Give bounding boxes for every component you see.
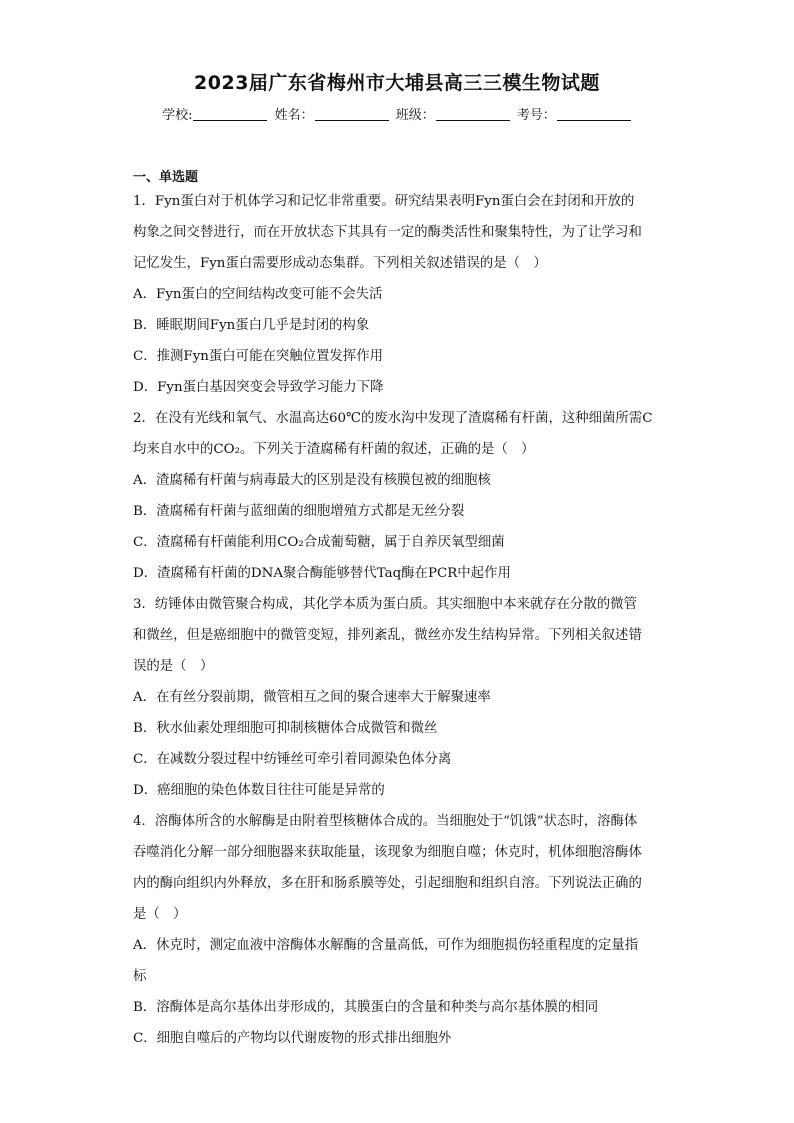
text-line: D．Fyn蛋白基因突变会导致学习能力下降 [133, 380, 384, 395]
text-line: 2．在没有光线和氧气、水温高达60℃的废水沟中发现了渣腐稀有杆菌，这种细菌所需C [133, 411, 653, 426]
text-line: B．溶酶体是高尔基体出芽形成的，其膜蛋白的含量和种类与高尔基体膜的相同 [133, 1000, 599, 1015]
text-line: 和微丝，但是癌细胞中的微管变短，排列紊乱，微丝亦发生结构异常。下列相关叙述错 [133, 628, 642, 643]
question-body [133, 186, 663, 1054]
text-line: A．Fyn蛋白的空间结构改变可能不会失活 [133, 287, 383, 302]
text-line: 3．纺锤体由微管聚合构成，其化学本质为蛋白质。其实细胞中本来就存在分散的微管 [133, 597, 637, 612]
text-line: C．渣腐稀有杆菌能利用CO₂合成葡萄糖，属于自养厌氧型细菌 [133, 535, 505, 550]
text-line: D．癌细胞的染色体数目往往可能是异常的 [133, 783, 385, 798]
school-blank [193, 107, 267, 121]
text-line: 均来自水中的CO₂。下列关于渣腐稀有杆菌的叙述，正确的是（ ） [133, 442, 535, 457]
text-line: 误的是（ ） [133, 659, 214, 674]
text-line: B．睡眠期间Fyn蛋白几乎是封闭的构象 [133, 318, 370, 333]
text-line: A．休克时，测定血液中溶酶体水解酶的含量高低，可作为细胞损伤轻重程度的定量指 [133, 938, 639, 953]
text-line: 1．Fyn蛋白对于机体学习和记忆非常重要。研究结果表明Fyn蛋白会在封闭和开放的 [133, 194, 635, 209]
id-label: 考号： [516, 108, 556, 123]
id-blank [557, 107, 631, 121]
text-line: 标 [133, 969, 147, 984]
text-line: 记忆发生，Fyn蛋白需要形成动态集群。下列相关叙述错误的是（ ） [133, 256, 547, 271]
page-title: 2023届广东省梅州市大埔县高三三模生物试题 [194, 72, 600, 94]
text-line: A．在有丝分裂前期，微管相互之间的聚合速率大于解聚速率 [133, 690, 491, 705]
text-line: D．渣腐稀有杆菌的DNA聚合酶能够替代Taq酶在PCR中起作用 [133, 566, 511, 581]
text-line: 4．溶酶体所含的水解酶是由附着型核糖体合成的。当细胞处于“饥饿”状态时，溶酶体 [133, 814, 638, 829]
class-label: 班级： [395, 108, 435, 123]
school-label: 学校: [162, 108, 193, 123]
class-blank [436, 107, 510, 121]
text-line: 内的酶向组织内外释放，多在肝和肠系膜等处，引起细胞和组织自溶。下列说法正确的 [133, 876, 642, 891]
text-line: 是（ ） [133, 907, 187, 922]
text-line: C．推测Fyn蛋白可能在突触位置发挥作用 [133, 349, 383, 364]
student-info-row [0, 104, 794, 123]
name-label: 姓名： [274, 108, 314, 123]
text-line: B．渣腐稀有杆菌与蓝细菌的细胞增殖方式都是无丝分裂 [133, 504, 465, 519]
text-line: C．在减数分裂过程中纺锤丝可牵引着同源染色体分离 [133, 752, 452, 767]
text-line: B．秋水仙素处理细胞可抑制核糖体合成微管和微丝 [133, 721, 438, 736]
section-heading: 一、单选题 [133, 170, 199, 185]
text-line: A．渣腐稀有杆菌与病毒最大的区别是没有核膜包被的细胞核 [133, 473, 491, 488]
text-line: 构象之间交替进行，而在开放状态下其具有一定的酶类活性和聚集特性，为了让学习和 [133, 225, 642, 240]
text-line: C．细胞自噬后的产物均以代谢废物的形式排出细胞外 [133, 1031, 452, 1046]
text-line: 吞噬消化分解一部分细胞器来获取能量，该现象为细胞自噬；休克时，机体细胞溶酶体 [133, 845, 642, 860]
name-blank [315, 107, 389, 121]
